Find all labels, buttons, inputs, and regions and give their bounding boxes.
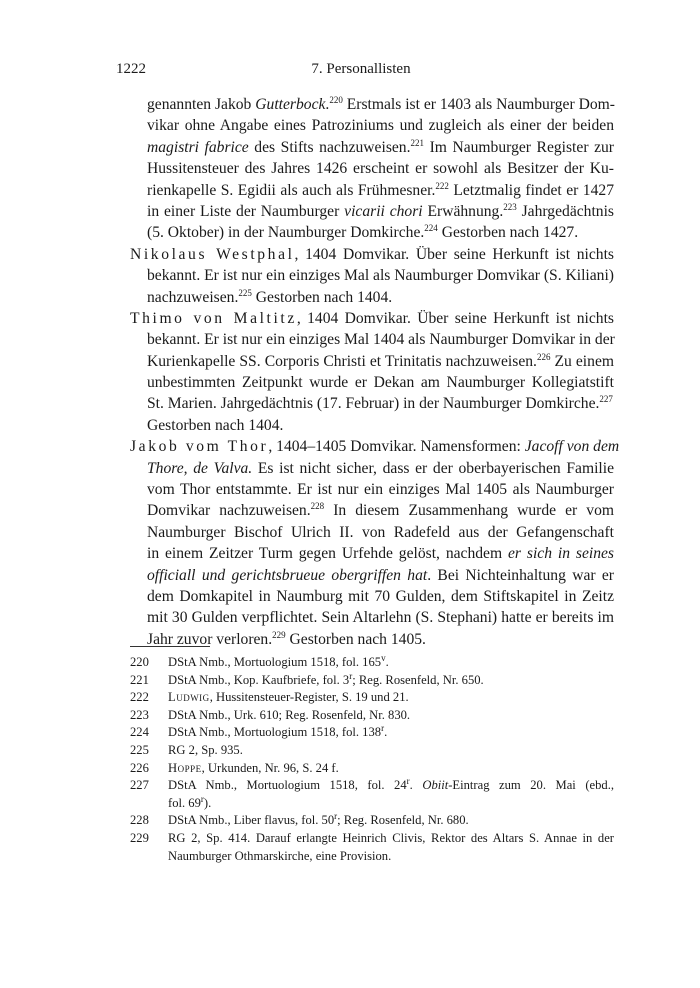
footnote-number: 223 <box>130 707 149 722</box>
footnote: 222 Ludwig, Hussitensteuer-Register, S. 19 und 21. <box>130 689 614 707</box>
text-line: rienkapelle S. Egidii als auch als Frühmesner.$^{222}$ Letztmalig findet er 1427 <box>147 180 614 199</box>
text-line: Jahr zuvor verloren.$^{229}$ Gestorben nach 1405. <box>147 629 426 648</box>
footnote-ref[interactable]: 222 <box>435 180 449 191</box>
running-head: 7. Personallisten <box>311 61 411 77</box>
footnote: 229 RG 2, Sp. 414. Darauf erlangte Heinrich Clivis, Rektor des Altars S. Annae in der Naumburger Othmarskirche, eine Provision. <box>130 830 614 865</box>
text-line: St. Marien. Jahrgedächtnis (17. Februar) in der Naumburger Domkirche.$^{227}$ <box>147 394 613 413</box>
main-text <box>130 94 620 650</box>
text-line: Kurienkapelle SS. Corporis Christi et Trinitatis nachzuweisen.$^{226}$ Zu einem <box>147 351 614 370</box>
footnote-number: 220 <box>130 655 149 669</box>
text-line: dem Domkapitel in Naumburg mit 70 Gulden, dem Stiftskapitel in Zeitz <box>147 587 614 605</box>
footnote-ref[interactable]: 228 <box>310 501 325 512</box>
text-line: magistri fabrice des Stifts nachzuweisen.$^{221}$ Im Naumburger Register zur <box>147 137 614 156</box>
text-line: Naumburger Bischof Ulrich II. von Radefeld aus der Gefangenschaft <box>147 523 614 541</box>
text-line: bekannt. Er ist nur ein einziges Mal als Naumburger Domvikar (S. Kiliani) <box>147 267 614 285</box>
footnote: 220 DStA Nmb., Mortuologium 1518, fol. 165$^v$. <box>130 654 614 672</box>
text-line: Domvikar nachzuweisen.$^{228}$ In diesem Zusammenhang wurde er vom <box>147 501 614 520</box>
person-name: Jakob vom Thor <box>130 438 269 456</box>
footnote-number: 224 <box>130 725 149 740</box>
text-line: (5. Oktober) in der Naumburger Domkirche.$^{224}$ Gestorben nach 1427. <box>147 223 579 242</box>
text-line: genannten Jakob Gutterbock.$^{220}$ Erstmals ist er 1403 als Naumburger Dom- <box>147 94 615 113</box>
text-line: Gestorben nach 1404. <box>147 416 284 434</box>
footnote-separator <box>130 646 210 647</box>
text-line: vikar ohne Angabe eines Patroziniums und zugleich als einer der beiden <box>147 117 614 135</box>
footnote-number: 221 <box>130 672 149 687</box>
text-line: officiall und gerichtsbrueue obergriffen hat. Bei Nichteinhaltung war er <box>147 566 614 584</box>
footnote-number: 227 <box>130 778 149 793</box>
entry-heading-line: Nikolaus Westphal, 1404 Domvikar. Über seine Herkunft ist nichts <box>130 245 614 263</box>
footnote: 224 DStA Nmb., Mortuologium 1518, fol. 138$^r$. <box>130 724 614 742</box>
footnote: 226 Hoppe, Urkunden, Nr. 96, S. 24 f. <box>130 760 614 778</box>
footnote: 221 DStA Nmb., Kop. Kaufbriefe, fol. 3$^r$; Reg. Rosenfeld, Nr. 650. <box>130 672 614 690</box>
entry-heading-line: Jakob vom Thor, 1404–1405 Domvikar. Namensformen: Jacoff von dem <box>130 438 620 456</box>
footnote-number: 228 <box>130 813 149 828</box>
footnote: 228 DStA Nmb., Liber flavus, fol. 50$^r$; Reg. Rosenfeld, Nr. 680. <box>130 812 614 830</box>
text-line: bekannt. Er ist nur ein einziges Mal 1404 als Naumburger Domvikar in der <box>147 331 615 349</box>
footnote: 225 RG 2, Sp. 935. <box>130 742 614 760</box>
footnote-ref[interactable]: 225 <box>238 287 252 298</box>
text-line: Thore, de Valva. Es ist nicht sicher, dass er der oberbayerischen Familie <box>147 459 615 477</box>
footnote-ref[interactable]: 224 <box>424 223 438 234</box>
footnote: 227 DStA Nmb., Mortuologium 1518, fol. 24$^r$. Obiit-Eintrag zum 20. Mai (ebd., fol. 69$^r$). <box>130 777 614 812</box>
footnote-number: 222 <box>130 690 149 705</box>
footnote-ref[interactable]: 227 <box>599 394 613 405</box>
text-line: nachzuweisen.$^{225}$ Gestorben nach 1404. <box>147 287 393 306</box>
footnote-number: 225 <box>130 742 149 757</box>
footnote-ref[interactable]: 226 <box>536 351 551 362</box>
text-line: in einem Zeitzer Turm gegen Urfehde gelöst, nachdem er sich in seines <box>147 545 614 563</box>
entry-heading-line: Thimo von Maltitz, 1404 Domvikar. Über seine Herkunft ist nichts <box>130 309 614 327</box>
person-name: Thimo von Maltitz <box>130 309 297 327</box>
footnotes <box>130 654 614 865</box>
footnote-number: 226 <box>130 760 149 775</box>
page-number: 1222 <box>116 61 146 77</box>
text-line: unbestimmten Zeitpunkt wurde er Dekan am Naumburger Kollegiatstift <box>147 374 614 392</box>
footnote: 223 DStA Nmb., Urk. 610; Reg. Rosenfeld, Nr. 830. <box>130 707 614 725</box>
footnote-ref[interactable]: 229 <box>272 629 286 640</box>
text-line: vom Thor entstammte. Er ist nur ein einziges Mal 1405 als Naumburger <box>147 481 614 499</box>
footnote-number: 229 <box>130 830 149 845</box>
text-line: Hussitensteuer des Jahres 1426 erscheint er sowohl als Besitzer der Ku- <box>147 160 614 178</box>
footnote-ref[interactable]: 223 <box>503 201 517 212</box>
footnote-ref[interactable]: 221 <box>410 137 424 148</box>
person-name: Nikolaus Westphal <box>130 245 295 263</box>
text-line: in einer Liste der Naumburger vicarii chori Erwähnung.$^{223}$ Jahrgedächtnis <box>147 201 614 220</box>
footnote-ref[interactable]: 220 <box>329 94 343 105</box>
text-line: mit 30 Gulden verpflichtet. Sein Altarlehn (S. Stephani) hatte er bereits im <box>147 609 614 627</box>
